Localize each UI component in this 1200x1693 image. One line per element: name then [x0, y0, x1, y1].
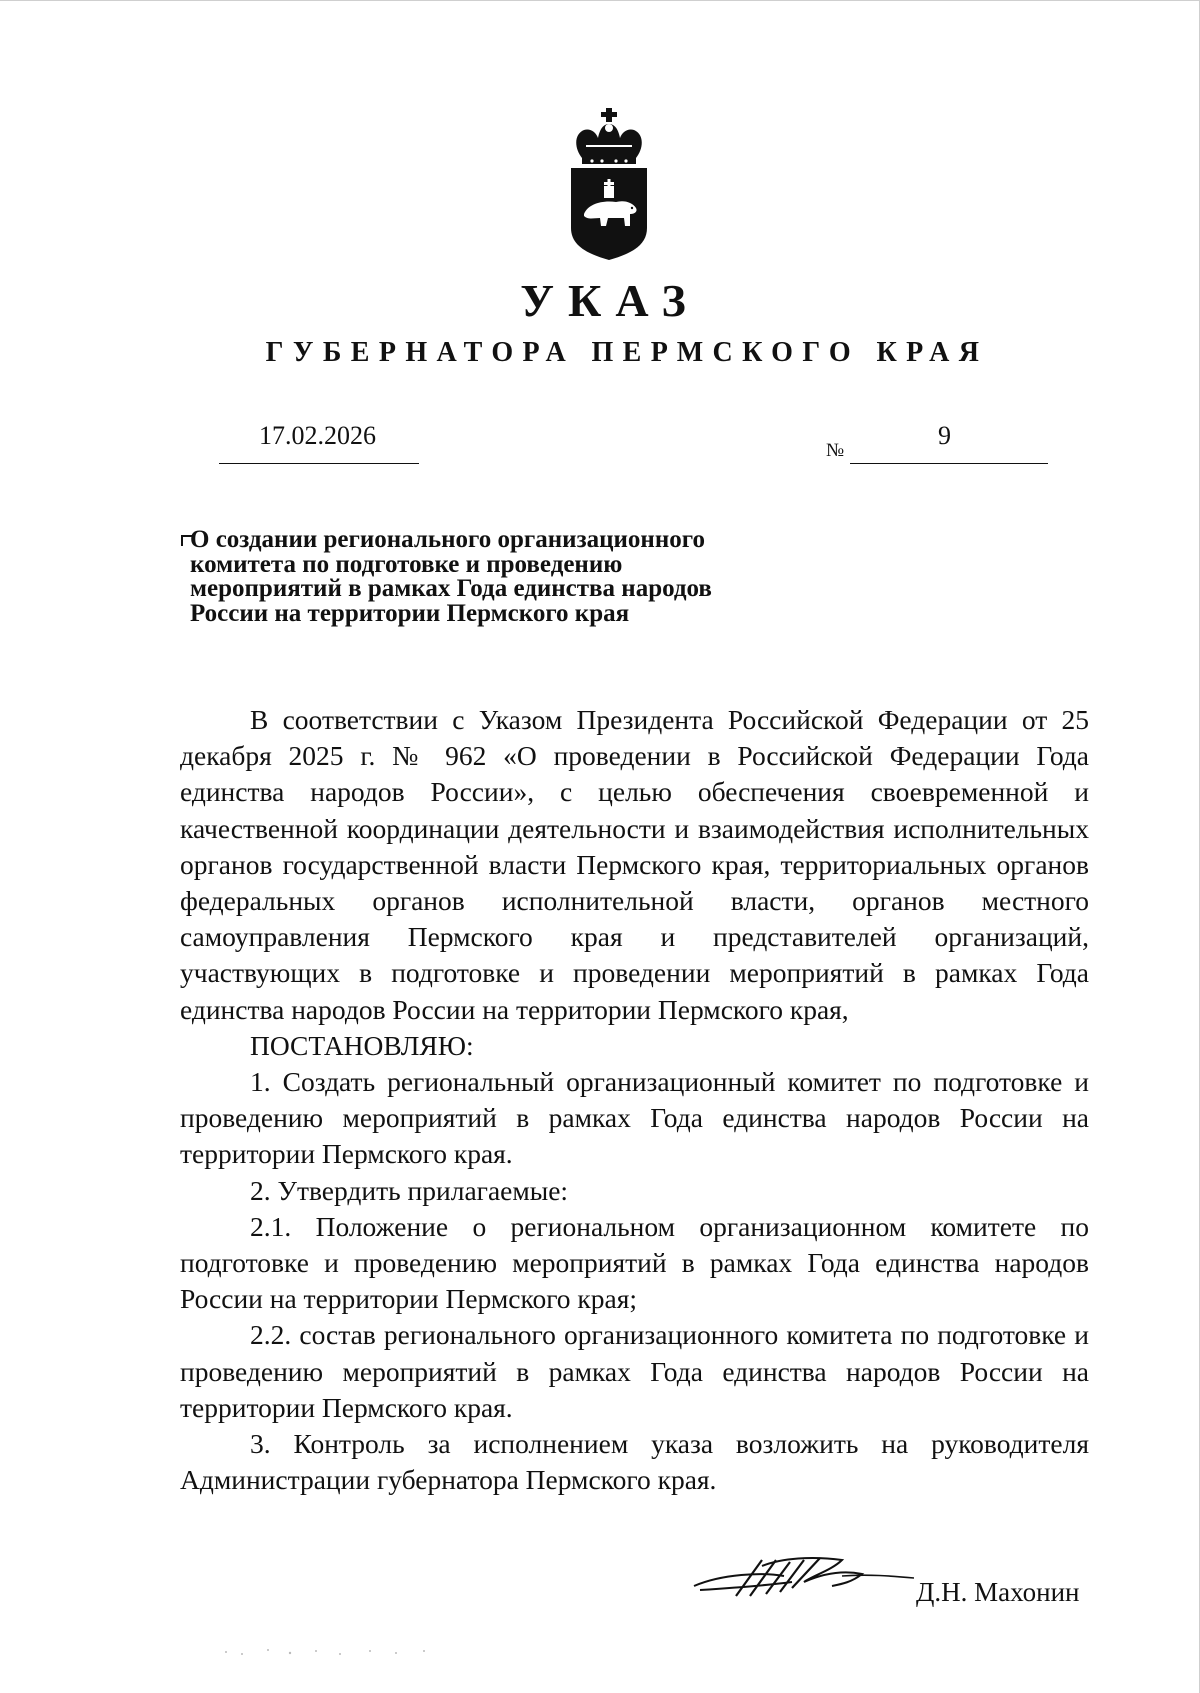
item-2-2: 2.2. состав регионального организационного комитета по подготовке и проведению мероприятий в рамках Года единства народов России на территории Пермского края. [180, 1319, 1089, 1423]
item-3: 3. Контроль за исполнением указа возложить на руководителя Администрации губернатора Пермского края. [180, 1428, 1089, 1496]
document-type: УКАЗ [520, 275, 700, 326]
item-1: 1. Создать региональный организационный комитет по подготовке и проведению мероприятий в рамках Года единства народов России на территории Пермского края. [180, 1066, 1089, 1170]
preamble-paragraph: В соответствии с Указом Президента Российской Федерации от 25 декабря 2025 г. № 962 «О проведении в Российской Федерации Года единства народов России», с целью обеспечения своевременной и качественной координации деятельности и взаимодействия исполнительных органов государственной власти Пермского края, территориальных органов федеральных органов исполнительной власти, органов местного самоуправления Пермского края и представителей организаций, участвующих в подготовке и проведении мероприятий в рамках Года единства народов России на территории Пермского края, [180, 704, 1089, 1025]
decree-number: 9 [938, 421, 951, 450]
date-field [219, 421, 419, 464]
decree-word: ПОСТАНОВЛЯЮ: [250, 1029, 474, 1061]
scan-noise [220, 1645, 440, 1659]
item-2-1: 2.1. Положение о региональном организационном комитете по подготовке и проведению мероприятий в рамках Года единства народов России на территории Пермского края; [180, 1210, 1089, 1315]
decree-body [180, 702, 1089, 1498]
perm-krai-coat-of-arms-icon [568, 108, 650, 260]
issuer-heading: ГУБЕРНАТОРА ПЕРМСКОГО КРАЯ [265, 337, 989, 368]
signer-name: Д.Н. Махонин [916, 1577, 1080, 1607]
decree-date: 17.02.2026 [259, 421, 376, 450]
number-sign: № [826, 440, 845, 461]
item-2: 2. Утвердить прилагаемые: [250, 1174, 569, 1206]
handwritten-signature-icon [692, 1552, 914, 1604]
decree-title: О создании регионального организационного комитета по подготовке и проведению мероприятий в рамках Года единства народов России на территории Пермского края [190, 526, 712, 627]
number-field [850, 421, 1048, 464]
